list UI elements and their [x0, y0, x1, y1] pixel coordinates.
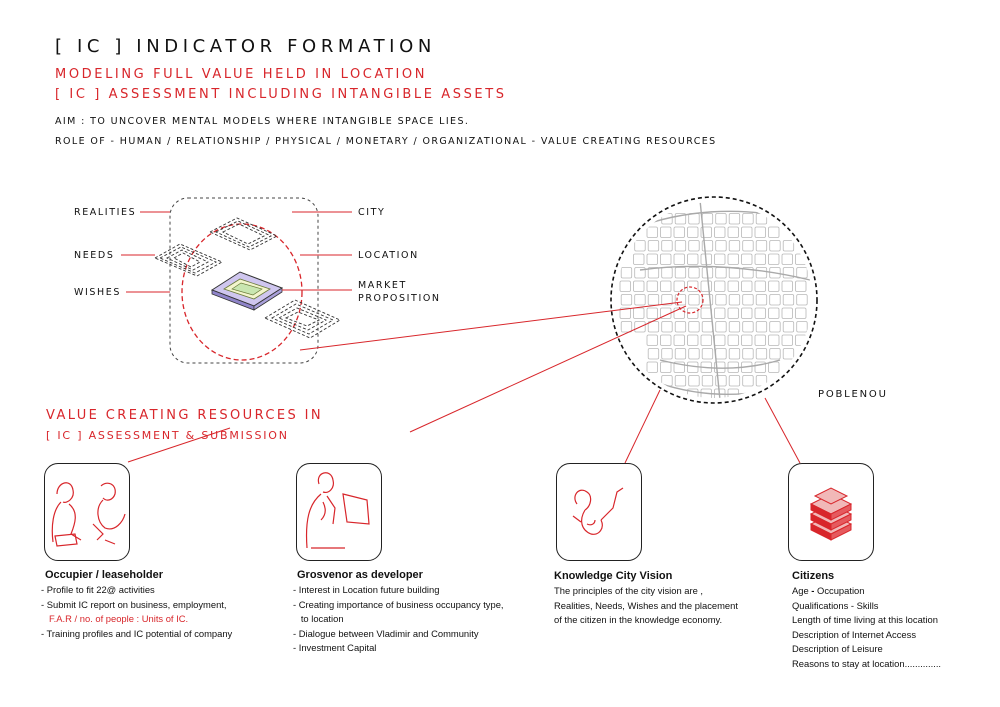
- developer-sketch-icon: [297, 464, 381, 560]
- list-item: Realities, Needs, Wishes and the placement: [554, 599, 738, 611]
- list-item: Age - Occupation: [792, 585, 865, 596]
- list-item: - Dialogue between Vladimir and Community: [293, 627, 479, 639]
- map-label: POBLENOU: [818, 389, 888, 400]
- label-market: MARKET: [358, 280, 407, 291]
- section-title: VALUE CREATING RESOURCES IN: [46, 408, 323, 423]
- citizens-card: [788, 463, 874, 561]
- vision-card: [556, 463, 642, 561]
- wishes-contours: [265, 300, 340, 338]
- label-needs: NEEDS: [74, 250, 115, 261]
- section-subtitle: [ IC ] ASSESSMENT & SUBMISSION: [46, 429, 289, 442]
- list-item-highlight: F.A.R / no. of people : Units of IC.: [49, 613, 189, 625]
- label-location: LOCATION: [358, 250, 419, 261]
- label-proposition: PROPOSITION: [358, 293, 441, 304]
- stack-layers-icon: [789, 464, 873, 560]
- subtitle-modeling: MODELING FULL VALUE HELD IN LOCATION: [55, 67, 428, 82]
- label-city: CITY: [358, 207, 386, 218]
- occupier-title: Occupier / leaseholder: [45, 569, 163, 581]
- citizens-list: [792, 584, 941, 672]
- aim-statement: AIM : TO UNCOVER MENTAL MODELS WHERE INTANGIBLE SPACE LIES.: [55, 116, 470, 127]
- list-item: - Submit IC report on business, employment,: [41, 598, 227, 610]
- vision-title: Knowledge City Vision: [554, 570, 673, 582]
- vision-sketch-icon: [557, 464, 641, 560]
- list-item: - Creating importance of business occupancy type,: [293, 598, 504, 610]
- occupier-list: [41, 583, 232, 641]
- vision-list: [554, 584, 738, 628]
- list-item: - Interest in Location future building: [293, 584, 440, 595]
- right-leaders: [282, 212, 352, 290]
- list-item: Reasons to stay at location..............: [792, 657, 942, 669]
- label-realities: REALITIES: [74, 207, 137, 218]
- left-leaders: [121, 212, 170, 292]
- list-item: Qualifications - Skills: [792, 599, 879, 611]
- market-plate: [212, 272, 282, 310]
- list-item: of the citizen in the knowledge economy.: [554, 614, 723, 626]
- occupier-card: [44, 463, 130, 561]
- list-item: - Training profiles and IC potential of company: [41, 627, 233, 639]
- list-item: - Profile to fit 22@ activities: [41, 584, 155, 595]
- occupier-sketch-icon: [45, 464, 129, 560]
- developer-list: [293, 583, 504, 656]
- list-item: Description of Internet Access: [792, 628, 917, 640]
- map-circle: [611, 197, 817, 403]
- citizens-title: Citizens: [792, 570, 835, 582]
- list-item: The principles of the city vision are ,: [554, 585, 704, 596]
- role-statement: ROLE OF - HUMAN / RELATIONSHIP / PHYSICAL / MONETARY / ORGANIZATIONAL - VALUE CREATING RESOURCES: [55, 136, 717, 147]
- label-wishes: WISHES: [74, 287, 122, 298]
- developer-title: Grosvenor as developer: [297, 569, 423, 581]
- list-item: to location: [293, 613, 344, 625]
- realities-contours: [210, 218, 277, 250]
- list-item: Description of Leisure: [792, 643, 883, 655]
- page-title: [ IC ] INDICATOR FORMATION: [55, 36, 436, 57]
- subtitle-assessment: [ IC ] ASSESSMENT INCLUDING INTANGIBLE ASSETS: [55, 87, 507, 102]
- developer-card: [296, 463, 382, 561]
- list-item: - Investment Capital: [293, 642, 377, 654]
- list-item: Length of time living at this location: [792, 614, 938, 626]
